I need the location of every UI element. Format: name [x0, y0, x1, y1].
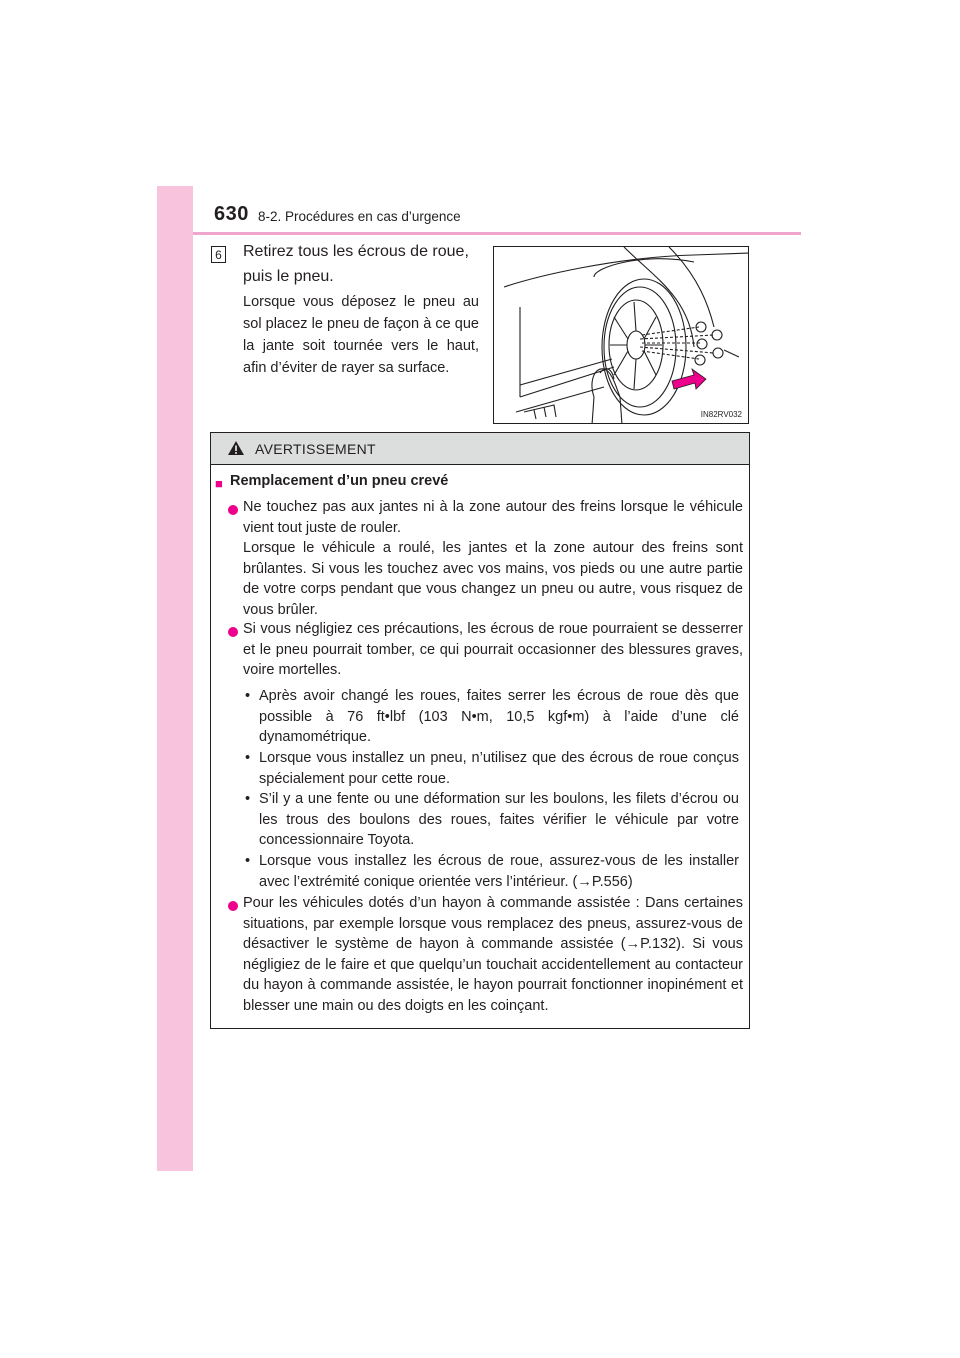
figure-code: IN82RV032	[700, 410, 742, 419]
sub-item: Lorsque vous installez un pneu, n’utilisez que des écrous de roue conçus spécialement pour cette roue.	[259, 750, 739, 787]
sub-bullet-marker: •	[245, 791, 251, 807]
step-title: Retirez tous les écrous de roue, puis le pneu.	[243, 243, 469, 285]
header-divider	[193, 232, 801, 235]
bullet-text: Pour les véhicules dotés d’un hayon à commande assistée : Dans certaines situations, par exemple lorsque vous remplacez des pneus, assurez-vous de désactiver le système de hayon à commande assistée (→P.132). Si vous négligiez de le faire et que quelqu’un touchait accidentellement au contacteur du hayon à commande assistée, le hayon pourrait fonctionner inopinément et blesser une main ou des doigts en les coinçant.	[243, 895, 743, 1014]
bullet-text-continued: Lorsque le véhicule a roulé, les jantes et la zone autour des freins sont brûlantes. Si vous les touchez avec vos mains, vos pieds ou une autre partie de votre corps pendant que vous changez un pneu ou autre, vous risquez de vous brûler.	[243, 540, 743, 618]
sub-item: Après avoir changé les roues, faites serrer les écrous de roue dès que possible à 76 ft•lbf (103 N•m, 10,5 kgf•m) à l’aide d’une clé dynamométrique.	[259, 688, 739, 745]
sub-bullet-marker: •	[245, 688, 251, 704]
page-number: 630	[214, 203, 249, 225]
section-title: 8-2. Procédures en cas d’urgence	[258, 209, 461, 224]
tire-removal-illustration	[493, 246, 749, 424]
sub-bullet-marker: •	[245, 853, 251, 869]
warning-header	[211, 433, 749, 465]
bullet-icon	[228, 505, 238, 515]
bullet-text: Si vous négligiez ces précautions, les écrous de roue pourraient se desserrer et le pneu pourrait tomber, ce qui pourrait occasionner des blessures graves, voire mortelles.	[243, 621, 743, 678]
chapter-side-tab	[157, 186, 193, 1171]
sub-item: Lorsque vous installez les écrous de roue, assurez-vous de les installer avec l’extrémité conique orientée vers l’intérieur. (→P.556)	[259, 853, 739, 890]
warning-subtitle: Remplacement d’un pneu crevé	[230, 473, 449, 489]
warning-box	[210, 432, 750, 1029]
square-bullet-icon: ■	[215, 476, 223, 491]
tire-removal-drawing	[494, 247, 749, 424]
sub-bullet-marker: •	[245, 750, 251, 766]
bullet-icon	[228, 901, 238, 911]
step-number-badge: 6	[211, 246, 226, 263]
sub-item: S’il y a une fente ou une déformation sur les boulons, les filets d’écrou ou les trous des boulons des roues, faites vérifier le véhicule par votre concessionnaire Toyota.	[259, 791, 739, 848]
warning-title: AVERTISSEMENT	[255, 441, 376, 457]
bullet-text: Ne touchez pas aux jantes ni à la zone autour des freins lorsque le véhicule vient tout juste de rouler.	[243, 499, 743, 536]
warning-triangle-icon	[227, 440, 245, 461]
bullet-icon	[228, 627, 238, 637]
step-description: Lorsque vous déposez le pneu au sol placez le pneu de façon à ce que la jante soit tournée vers le haut, afin d’éviter de rayer sa surface.	[243, 294, 479, 376]
